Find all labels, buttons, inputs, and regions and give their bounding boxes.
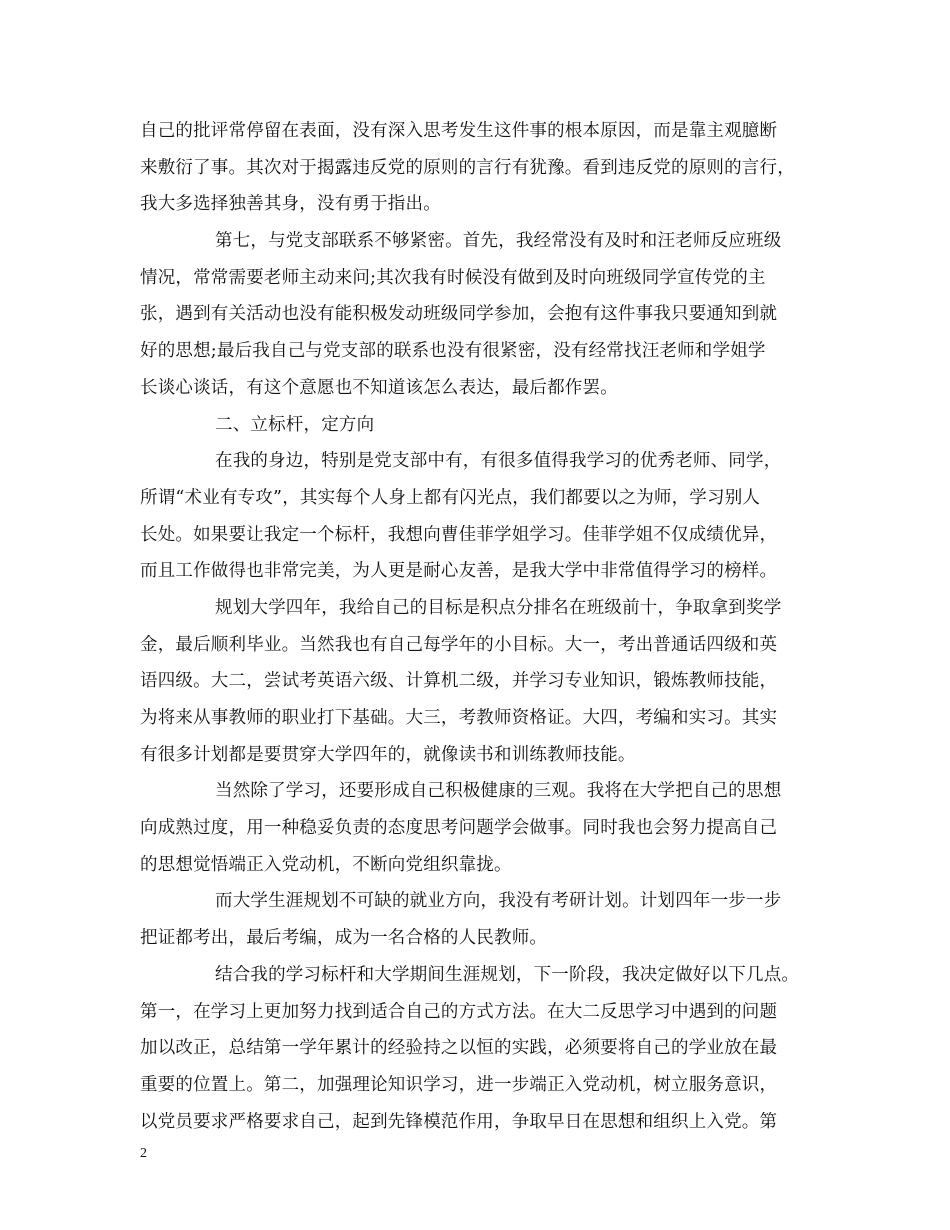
text-line: 自己的批评常停留在表面，没有深入思考发生这件事的根本原因，而是靠主观臆断 [140, 121, 778, 141]
text-line: 所谓“术业有专攻”，其实每个人身上都有闪光点，我们都要以之为师，学习别人 [140, 487, 761, 508]
text-line: 重要的位置上。第二，加强理论知识学习，进一步端正入党动机，树立服务意识， [140, 1074, 778, 1095]
text-line: 好的思想;最后我自己与党支部的联系也没有很紧密，没有经常找汪老师和学姐学 [140, 341, 766, 362]
text-line: 有很多计划都是要贯穿大学四年的，就像读书和训练教师技能。 [140, 744, 636, 765]
text-line: 二、立标杆，定方向 [215, 414, 375, 435]
body-text [140, 113, 840, 1140]
text-line: 来敷衍了事。其次对于揭露违反党的原则的言行有犹豫。看到违反党的原则的言行， [140, 157, 795, 178]
text-line: 我大多选择独善其身，没有勇于指出。 [140, 194, 441, 215]
text-line: 向成熟过度，用一种稳妥负责的态度思考问题学会做事。同时我也会努力提高自己 [140, 818, 778, 839]
text-line: 张，遇到有关活动也没有能积极发动班级同学参加，会抱有这件事我只要通知到就 [140, 304, 778, 325]
text-line: 规划大学四年，我给自己的目标是积点分排名在班级前十，争取拿到奖学 [215, 597, 782, 618]
text-line: 把证都考出，最后考编，成为一名合格的人民教师。 [140, 928, 548, 949]
text-line: 而且工作做得也非常完美，为人更是耐心友善，是我大学中非常值得学习的榜样。 [140, 561, 778, 582]
text-line: 情况，常常需要老师主动来问;其次我有时候没有做到及时向班级同学宣传党的主 [140, 267, 766, 288]
text-line: 当然除了学习，还要形成自己积极健康的三观。我将在大学把自己的思想 [215, 781, 782, 802]
text-line: 以党员要求严格要求自己，起到先锋模范作用，争取早日在思想和组织上入党。第 [140, 1111, 778, 1132]
text-line: 语四级。大二，尝试考英语六级、计算机二级，并学习专业知识，锻炼教师技能， [140, 671, 778, 692]
text-line: 在我的身边，特别是党支部中有，有很多值得我学习的优秀老师、同学， [215, 451, 782, 472]
text-line: 为将来从事教师的职业打下基础。大三，考教师资格证。大四，考编和实习。其实 [140, 708, 778, 728]
text-line: 长谈心谈话，有这个意愿也不知道该怎么表达，最后都作罢。 [140, 377, 618, 398]
text-line: 结合我的学习标杆和大学期间生涯规划，下一阶段，我决定做好以下几点。 [215, 964, 800, 985]
text-line: 第七，与党支部联系不够紧密。首先，我经常没有及时和汪老师反应班级 [215, 231, 782, 252]
text-line: 而大学生涯规划不可缺的就业方向，我没有考研计划。计划四年一步一步 [215, 891, 782, 912]
text-line: 加以改正，总结第一学年累计的经验持之以恒的实践，必须要将自己的学业放在最 [140, 1038, 778, 1059]
page-number: 2 [140, 1146, 147, 1161]
text-line: 长处。如果要让我定一个标杆，我想向曹佳菲学姐学习。佳菲学姐不仅成绩优异， [140, 524, 778, 545]
text-line: 的思想觉悟端正入党动机，不断向党组织靠拢。 [140, 854, 512, 875]
text-line: 金，最后顺利毕业。当然我也有自己每学年的小目标。大一，考出普通话四级和英 [140, 634, 778, 655]
text-line: 第一，在学习上更加努力找到适合自己的方式方法。在大二反思学习中遇到的问题 [140, 1001, 778, 1022]
